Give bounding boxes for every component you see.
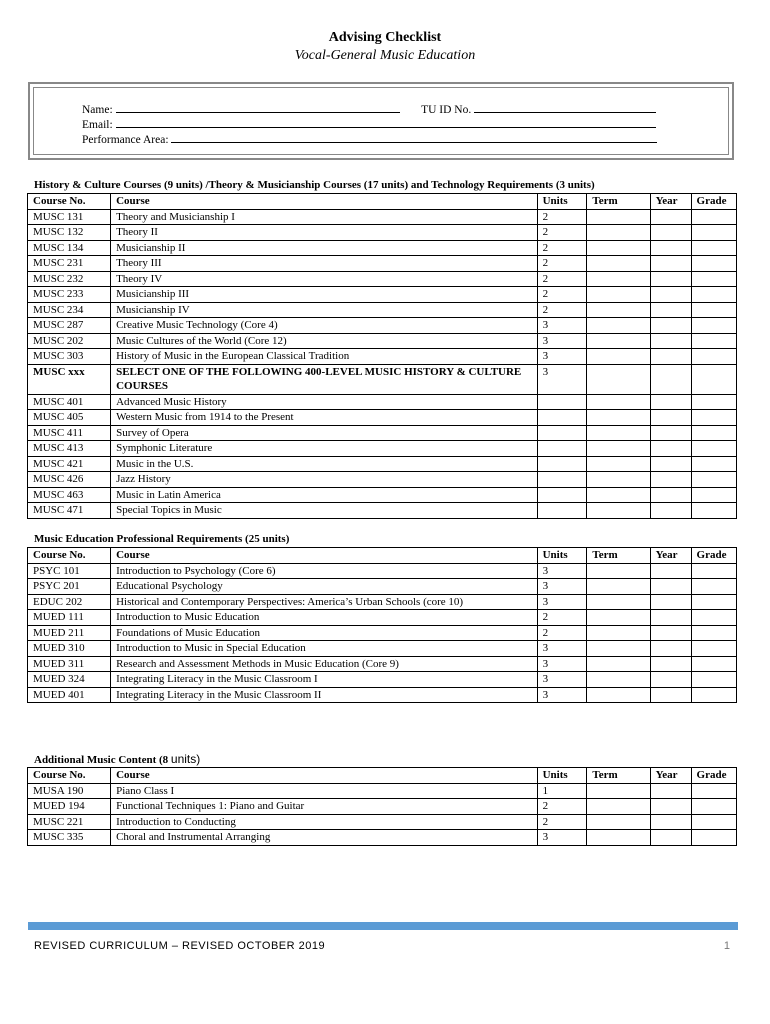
cell-course-no: MUSC 335 [28,830,111,846]
table-row [28,240,737,256]
cell-year-input[interactable] [650,394,691,410]
section-title-history-theory: History & Culture Courses (9 units) /Theory & Musicianship Courses (17 units) and Technology Requirements (3 units) [34,179,595,191]
cell-year-input[interactable] [650,456,691,472]
cell-units: 2 [537,271,587,287]
cell-term-input[interactable] [587,783,650,799]
cell-course-no: MUED 310 [28,641,111,657]
performance-area-field[interactable] [171,132,657,143]
cell-units [537,441,587,457]
cell-grade-input[interactable] [691,364,736,394]
table-row [28,579,737,595]
cell-term-input[interactable] [587,814,650,830]
cell-grade-input[interactable] [691,256,736,272]
cell-grade-input[interactable] [691,394,736,410]
name-field[interactable] [116,102,400,113]
cell-course-no: PSYC 101 [28,563,111,579]
cell-course-no: MUSC 234 [28,302,111,318]
cell-year-input[interactable] [650,579,691,595]
cell-course: Introduction to Music in Special Education [111,641,538,657]
cell-year-input[interactable] [650,240,691,256]
footer-bar [28,922,738,930]
cell-units: 3 [537,364,587,394]
cell-term-input[interactable] [587,240,650,256]
cell-course-no: PSYC 201 [28,579,111,595]
cell-year-input[interactable] [650,687,691,703]
history-theory-table [27,193,737,519]
cell-units: 2 [537,240,587,256]
cell-grade-input[interactable] [691,503,736,519]
section-title-additional [34,752,200,766]
cell-units [537,503,587,519]
column-header-grade: Grade [691,194,736,210]
cell-units: 2 [537,225,587,241]
cell-year-input[interactable] [650,349,691,365]
cell-grade-input[interactable] [691,594,736,610]
table-header-row [28,768,737,784]
column-header-grade: Grade [691,768,736,784]
table-header-row [28,548,737,564]
table-row [28,287,737,303]
cell-grade-input[interactable] [691,579,736,595]
cell-course: SELECT ONE OF THE FOLLOWING 400-LEVEL MUSIC HISTORY & CULTURE COURSES [111,364,538,394]
cell-course-no: MUED 311 [28,656,111,672]
cell-course: Musicianship IV [111,302,538,318]
table-row [28,410,737,426]
cell-grade-input[interactable] [691,302,736,318]
cell-year-input[interactable] [650,594,691,610]
cell-year-input[interactable] [650,641,691,657]
cell-term-input[interactable] [587,503,650,519]
cell-units: 2 [537,287,587,303]
cell-year-input[interactable] [650,225,691,241]
cell-course: Historical and Contemporary Perspectives: America’s Urban Schools (core 10) [111,594,538,610]
cell-course: Integrating Literacy in the Music Classroom II [111,687,538,703]
table-row [28,349,737,365]
cell-units: 3 [537,641,587,657]
table-row [28,641,737,657]
cell-course: Introduction to Psychology (Core 6) [111,563,538,579]
table-row [28,256,737,272]
cell-course: Jazz History [111,472,538,488]
cell-term-input[interactable] [587,610,650,626]
cell-units: 3 [537,333,587,349]
cell-course: Introduction to Conducting [111,814,538,830]
cell-course: Theory and Musicianship I [111,209,538,225]
cell-units: 3 [537,672,587,688]
cell-units: 2 [537,610,587,626]
cell-term-input[interactable] [587,302,650,318]
cell-term-input[interactable] [587,625,650,641]
cell-course: Educational Psychology [111,579,538,595]
cell-grade-input[interactable] [691,318,736,334]
section-title-additional-suffix: units) [170,752,201,766]
table-row [28,625,737,641]
cell-year-input[interactable] [650,672,691,688]
cell-grade-input[interactable] [691,799,736,815]
cell-course: Research and Assessment Methods in Music Education (Core 9) [111,656,538,672]
table-row [28,610,737,626]
table-row [28,672,737,688]
cell-course-no: MUSC 471 [28,503,111,519]
cell-course: Symphonic Literature [111,441,538,457]
cell-grade-input[interactable] [691,333,736,349]
table-row [28,456,737,472]
cell-course-no: MUSC 401 [28,394,111,410]
column-header-term: Term [587,194,650,210]
cell-units: 3 [537,830,587,846]
table-row [28,830,737,846]
column-header-year: Year [650,768,691,784]
table-row [28,814,737,830]
cell-units: 3 [537,563,587,579]
cell-course: Music in Latin America [111,487,538,503]
cell-units [537,456,587,472]
cell-course-no: MUED 401 [28,687,111,703]
page-number: 1 [723,940,730,952]
cell-course: Foundations of Music Education [111,625,538,641]
table-row [28,333,737,349]
cell-course-no: EDUC 202 [28,594,111,610]
cell-units: 2 [537,625,587,641]
cell-course: Integrating Literacy in the Music Classroom I [111,672,538,688]
table-row [28,503,737,519]
footer-text: REVISED CURRICULUM – REVISED OCTOBER 2019 [34,940,326,952]
cell-course-no: MUSC 413 [28,441,111,457]
column-header-term: Term [587,548,650,564]
cell-year-input[interactable] [650,302,691,318]
cell-grade-input[interactable] [691,240,736,256]
cell-grade-input[interactable] [691,472,736,488]
cell-year-input[interactable] [650,656,691,672]
table-row [28,425,737,441]
table-row [28,594,737,610]
cell-grade-input[interactable] [691,349,736,365]
cell-year-input[interactable] [650,472,691,488]
cell-term-input[interactable] [587,456,650,472]
cell-grade-input[interactable] [691,656,736,672]
cell-course-no: MUED 211 [28,625,111,641]
column-header-units: Units [537,194,587,210]
cell-grade-input[interactable] [691,563,736,579]
table-row [28,302,737,318]
cell-course-no: MUSA 190 [28,783,111,799]
cell-course: Advanced Music History [111,394,538,410]
cell-course-no: MUSC 221 [28,814,111,830]
tuid-field[interactable] [474,102,656,113]
cell-term-input[interactable] [587,349,650,365]
cell-term-input[interactable] [587,656,650,672]
cell-grade-input[interactable] [691,625,736,641]
cell-units: 3 [537,318,587,334]
cell-course: Music Cultures of the World (Core 12) [111,333,538,349]
cell-year-input[interactable] [650,814,691,830]
cell-term-input[interactable] [587,410,650,426]
cell-term-input[interactable] [587,256,650,272]
page-title: Advising Checklist [328,30,442,45]
cell-term-input[interactable] [587,687,650,703]
cell-term-input[interactable] [587,271,650,287]
cell-year-input[interactable] [650,610,691,626]
cell-term-input[interactable] [587,287,650,303]
email-field[interactable] [116,117,656,128]
cell-course: Theory III [111,256,538,272]
cell-course: Special Topics in Music [111,503,538,519]
cell-course: Western Music from 1914 to the Present [111,410,538,426]
column-header-units: Units [537,548,587,564]
cell-year-input[interactable] [650,271,691,287]
column-header-year: Year [650,194,691,210]
cell-course: Creative Music Technology (Core 4) [111,318,538,334]
cell-grade-input[interactable] [691,209,736,225]
cell-units: 2 [537,799,587,815]
name-label: Name: [82,104,113,116]
cell-grade-input[interactable] [691,271,736,287]
section-title-additional-text: Additional Music Content (8 [34,754,169,766]
table-row [28,441,737,457]
cell-course: History of Music in the European Classical Tradition [111,349,538,365]
cell-grade-input[interactable] [691,425,736,441]
cell-course-no: MUSC 463 [28,487,111,503]
column-header-grade: Grade [691,548,736,564]
page-subtitle: Vocal-General Music Education [294,48,476,63]
cell-course: Musicianship II [111,240,538,256]
column-header-course-no: Course No. [28,548,111,564]
cell-course-no: MUSC 131 [28,209,111,225]
cell-course-no: MUSC 303 [28,349,111,365]
cell-year-input[interactable] [650,364,691,394]
cell-term-input[interactable] [587,333,650,349]
cell-course-no: MUSC 426 [28,472,111,488]
cell-course-no: MUED 324 [28,672,111,688]
table-row [28,394,737,410]
cell-year-input[interactable] [650,318,691,334]
column-header-course: Course [111,548,538,564]
cell-grade-input[interactable] [691,487,736,503]
table-row [28,656,737,672]
cell-course-no: MUSC 202 [28,333,111,349]
cell-units [537,394,587,410]
cell-units: 3 [537,687,587,703]
cell-year-input[interactable] [650,487,691,503]
cell-term-input[interactable] [587,364,650,394]
cell-year-input[interactable] [650,503,691,519]
cell-units: 1 [537,783,587,799]
cell-grade-input[interactable] [691,610,736,626]
cell-course: Theory IV [111,271,538,287]
section-title-professional: Music Education Professional Requirements (25 units) [34,533,290,545]
table-row [28,487,737,503]
cell-term-input[interactable] [587,594,650,610]
cell-year-input[interactable] [650,287,691,303]
table-row [28,687,737,703]
cell-grade-input[interactable] [691,441,736,457]
cell-units [537,472,587,488]
cell-grade-input[interactable] [691,814,736,830]
cell-course: Survey of Opera [111,425,538,441]
cell-units: 2 [537,302,587,318]
table-row [28,209,737,225]
cell-course-no: MUSC 411 [28,425,111,441]
cell-term-input[interactable] [587,487,650,503]
cell-units: 3 [537,656,587,672]
cell-units [537,410,587,426]
cell-year-input[interactable] [650,410,691,426]
cell-course: Functional Techniques 1: Piano and Guitar [111,799,538,815]
cell-term-input[interactable] [587,799,650,815]
table-row [28,783,737,799]
cell-grade-input[interactable] [691,830,736,846]
cell-course: Introduction to Music Education [111,610,538,626]
cell-units: 2 [537,814,587,830]
column-header-course-no: Course No. [28,768,111,784]
table-row [28,225,737,241]
table-header-row [28,194,737,210]
cell-course-no: MUSC 405 [28,410,111,426]
cell-term-input[interactable] [587,318,650,334]
table-row [28,364,737,394]
student-info-box [28,82,734,160]
cell-term-input[interactable] [587,641,650,657]
column-header-units: Units [537,768,587,784]
cell-course-no: MUSC 232 [28,271,111,287]
cell-year-input[interactable] [650,441,691,457]
table-row [28,472,737,488]
cell-term-input[interactable] [587,472,650,488]
cell-year-input[interactable] [650,830,691,846]
column-header-course-no: Course No. [28,194,111,210]
table-row [28,271,737,287]
cell-course-no: MUSC 287 [28,318,111,334]
additional-content-table [27,767,737,846]
cell-course-no: MUED 194 [28,799,111,815]
table-row [28,799,737,815]
cell-term-input[interactable] [587,425,650,441]
column-header-term: Term [587,768,650,784]
cell-units: 3 [537,349,587,365]
cell-course-no: MUED 111 [28,610,111,626]
cell-course-no: MUSC 231 [28,256,111,272]
cell-course: Musicianship III [111,287,538,303]
cell-grade-input[interactable] [691,225,736,241]
cell-term-input[interactable] [587,441,650,457]
cell-term-input[interactable] [587,394,650,410]
cell-grade-input[interactable] [691,783,736,799]
cell-course: Music in the U.S. [111,456,538,472]
cell-grade-input[interactable] [691,641,736,657]
cell-course: Choral and Instrumental Arranging [111,830,538,846]
cell-units: 3 [537,579,587,595]
column-header-course: Course [111,768,538,784]
cell-course-no: MUSC 134 [28,240,111,256]
cell-units: 2 [537,256,587,272]
table-row [28,318,737,334]
tuid-label: TU ID No. [421,104,472,116]
cell-course-no: MUSC xxx [28,364,111,394]
professional-requirements-table [27,547,737,703]
cell-year-input[interactable] [650,425,691,441]
cell-term-input[interactable] [587,209,650,225]
cell-term-input[interactable] [587,672,650,688]
cell-units: 2 [537,209,587,225]
cell-year-input[interactable] [650,256,691,272]
cell-grade-input[interactable] [691,410,736,426]
cell-course-no: MUSC 421 [28,456,111,472]
cell-course: Piano Class I [111,783,538,799]
column-header-year: Year [650,548,691,564]
table-row [28,563,737,579]
cell-course-no: MUSC 233 [28,287,111,303]
column-header-course: Course [111,194,538,210]
cell-grade-input[interactable] [691,287,736,303]
email-label: Email: [82,119,113,131]
cell-course: Theory II [111,225,538,241]
cell-year-input[interactable] [650,625,691,641]
cell-term-input[interactable] [587,579,650,595]
cell-units: 3 [537,594,587,610]
cell-term-input[interactable] [587,225,650,241]
cell-year-input[interactable] [650,799,691,815]
cell-year-input[interactable] [650,209,691,225]
cell-grade-input[interactable] [691,456,736,472]
cell-term-input[interactable] [587,563,650,579]
cell-grade-input[interactable] [691,672,736,688]
cell-year-input[interactable] [650,783,691,799]
cell-term-input[interactable] [587,830,650,846]
cell-year-input[interactable] [650,333,691,349]
cell-units [537,487,587,503]
cell-year-input[interactable] [650,563,691,579]
cell-grade-input[interactable] [691,687,736,703]
cell-units [537,425,587,441]
performance-area-label: Performance Area: [82,134,169,146]
cell-course-no: MUSC 132 [28,225,111,241]
